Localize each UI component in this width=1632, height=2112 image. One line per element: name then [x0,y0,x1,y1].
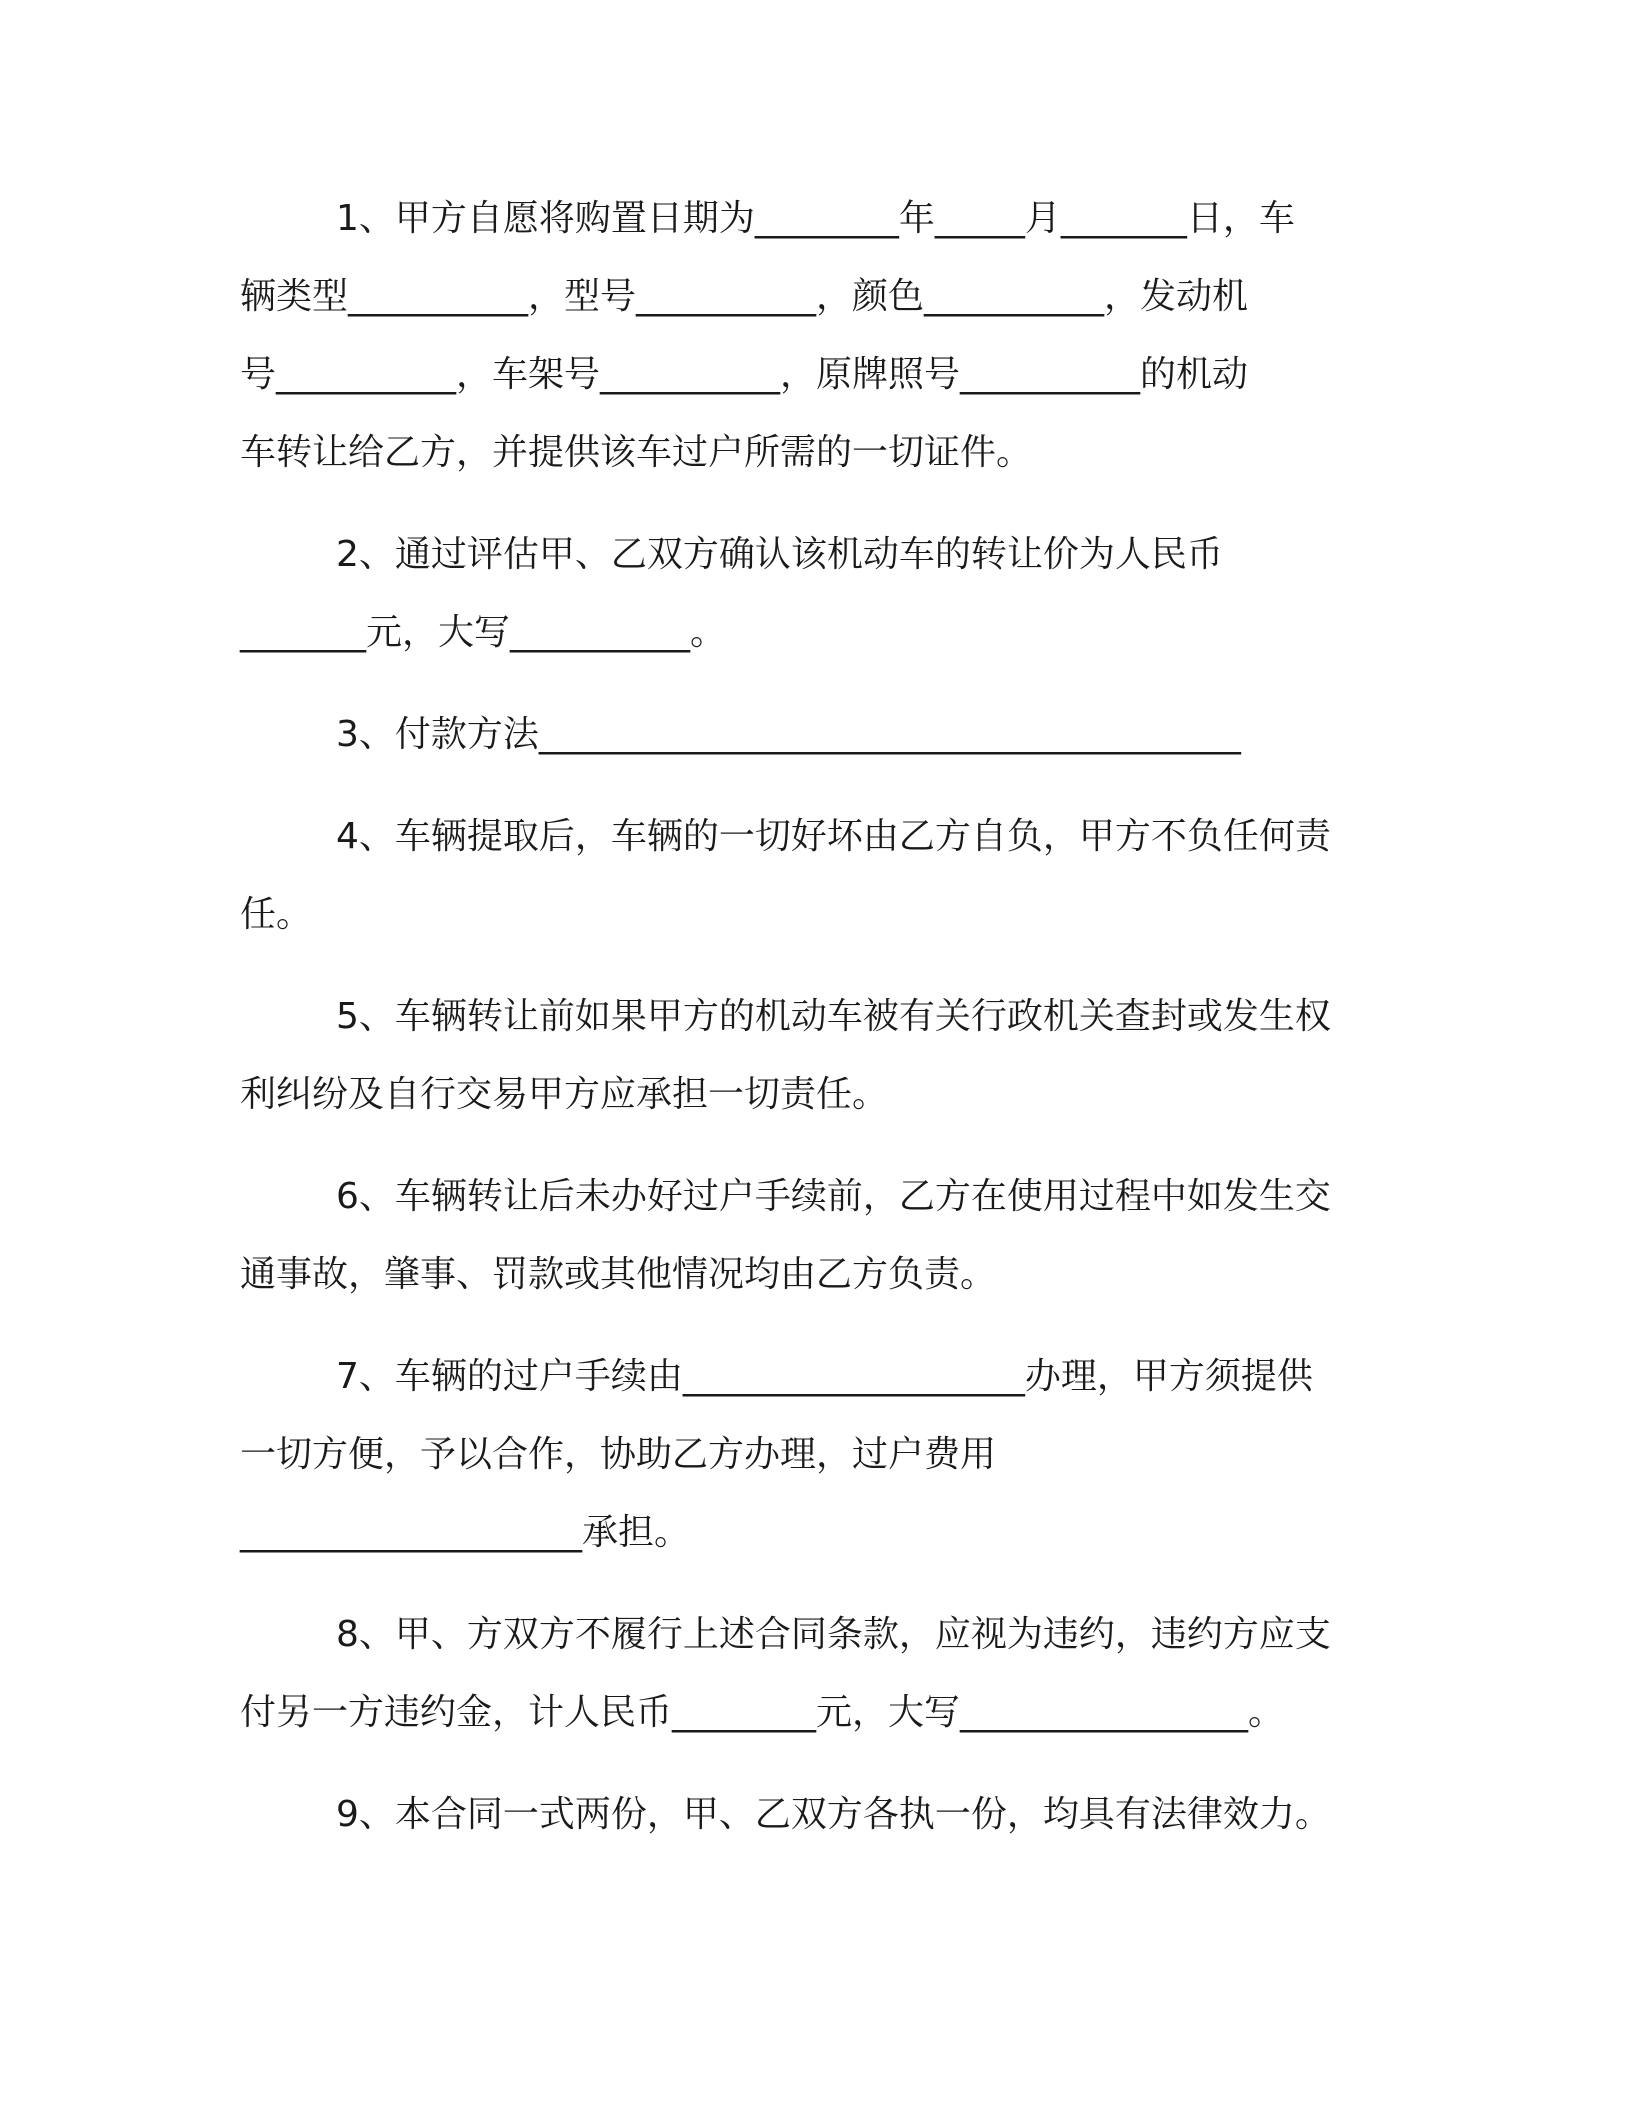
clause-line: 付另一方违约金，计人民币________元，大写________________。 [240,1692,1285,1733]
clause-7 [240,1338,1390,1572]
clause-8 [240,1596,1390,1752]
clause-5 [240,978,1390,1134]
clause-6 [240,1158,1390,1314]
clause-line: 9、本合同一式两份，甲、乙双方各执一份，均具有法律效力。 [336,1794,1331,1835]
clause-line: 8、甲、方双方不履行上述合同条款，应视为违约，违约方应支 [336,1614,1331,1655]
clause-line: 号__________，车架号__________，原牌照号__________的机动 [240,354,1249,395]
clause-4 [240,798,1390,954]
clause-line: 任。 [240,894,313,935]
clause-line: 车转让给乙方，并提供该车过户所需的一切证件。 [240,432,1033,473]
clause-2 [240,516,1390,672]
clause-line: 1、甲方自愿将购置日期为________年_____月_______日，车 [336,198,1295,239]
clause-line: 7、车辆的过户手续由___________________办理，甲方须提供 [336,1356,1313,1397]
clause-line: ___________________承担。 [240,1512,691,1553]
clause-line: 4、车辆提取后，车辆的一切好坏由乙方自负，甲方不负任何责 [336,816,1331,857]
clause-line: 3、付款方法_______________________________________ [336,714,1241,755]
clause-1 [240,180,1390,492]
clause-9 [240,1776,1390,1854]
clause-line: _______元，大写__________。 [240,612,727,653]
clause-line: 5、车辆转让前如果甲方的机动车被有关行政机关查封或发生权 [336,996,1331,1037]
clause-line: 一切方便，予以合作，协助乙方办理，过户费用 [240,1434,997,1475]
clause-line: 利纠纷及自行交易甲方应承担一切责任。 [240,1074,889,1115]
contract-page [240,180,1390,1878]
clause-3 [240,696,1390,774]
clause-line: 6、车辆转让后未办好过户手续前，乙方在使用过程中如发生交 [336,1176,1331,1217]
clause-line: 辆类型__________，型号__________，颜色__________，发动机 [240,276,1249,317]
clause-line: 通事故，肇事、罚款或其他情况均由乙方负责。 [240,1254,997,1295]
clause-line: 2、通过评估甲、乙双方确认该机动车的转让价为人民币 [336,534,1223,575]
